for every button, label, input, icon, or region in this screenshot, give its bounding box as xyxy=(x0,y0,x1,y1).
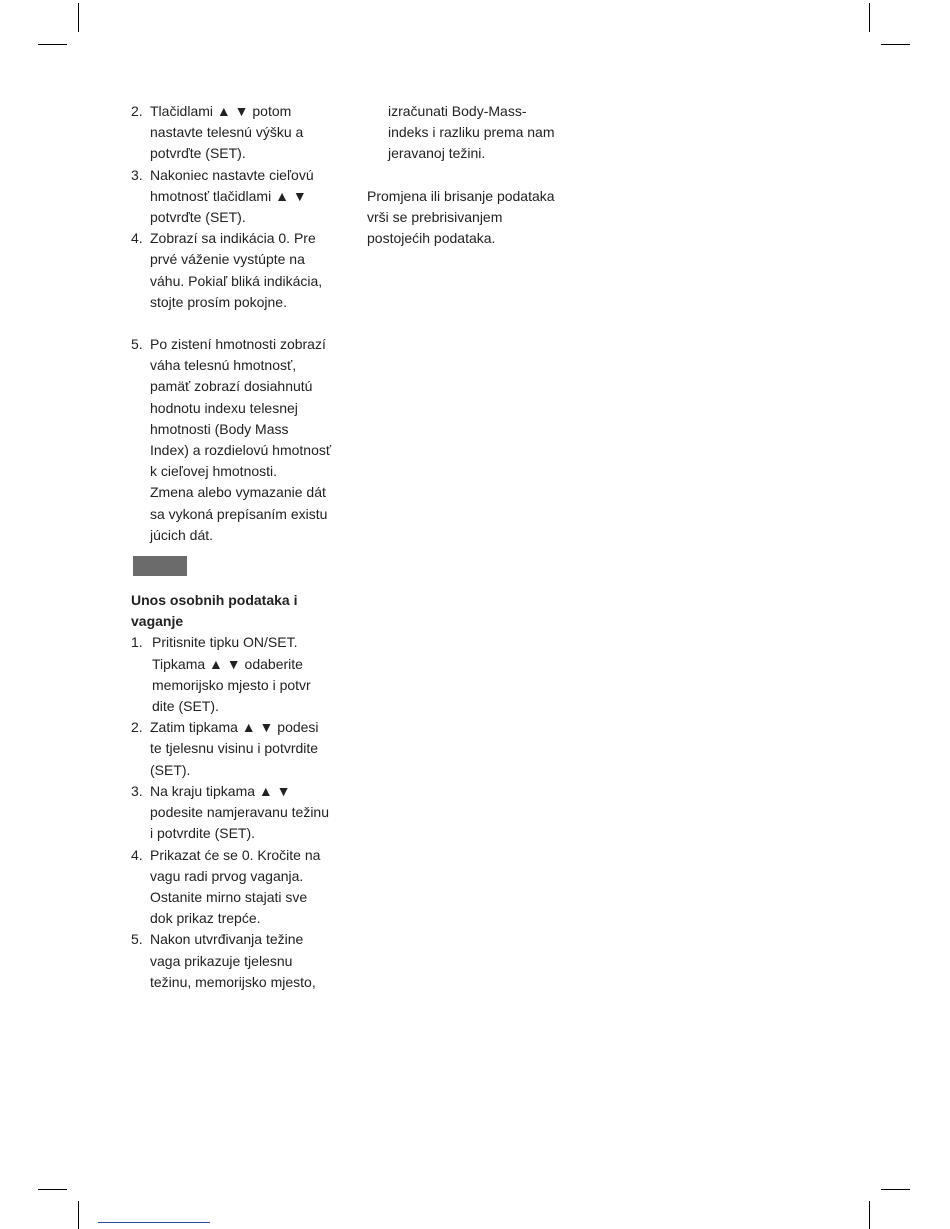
step-text: Na kraju tipkama ▲ ▼ podesite namjeravanu težinu i potvrdite (SET). xyxy=(150,782,330,842)
data-change-note: Promjena ili brisanje podataka vrši se prebrisivanjem postojećih podataka. xyxy=(367,187,555,247)
hr-step-4 xyxy=(131,845,346,930)
hr-step-3 xyxy=(131,781,346,845)
step-number: 3. xyxy=(131,166,143,183)
step-number: 2. xyxy=(131,719,143,736)
step-continuation: izračunati Body-Mass- indeks i razliku prema nam jeravanoj težini. xyxy=(388,103,555,162)
step-text: Nakon utvrđivanja težine vaga prikazuje tjelesnu težinu, memorijsko mjesto, xyxy=(150,931,316,990)
section-heading: Unos osobnih podataka i vaganje xyxy=(131,592,298,630)
crop-mark-bottom-right-horizontal xyxy=(881,1189,910,1190)
hr-step-5 xyxy=(131,929,346,993)
right-column xyxy=(367,101,582,249)
step-number: 5. xyxy=(131,336,143,353)
crop-mark-bottom-left-horizontal xyxy=(38,1189,67,1190)
crop-mark-bottom-right-vertical xyxy=(869,1201,870,1229)
sk-step-3 xyxy=(131,165,346,229)
step-text: Zatim tipkama ▲ ▼ podesi te tjelesnu visinu i potvrdite (SET). xyxy=(150,719,319,778)
step-text: Po zistení hmotnosti zobrazí váha telesnú hmotnosť, pamäť zobrazí dosiahnutú hodnotu indexu telesnej hmotnosti (Body Mass Index) a rozdielovú hmotnosť k cieľovej hmotnosti. Zmena alebo vymazanie dát sa vykoná prepísaním existu júcich dát. xyxy=(150,336,332,543)
bottom-rule xyxy=(98,1222,210,1223)
step-number: 5. xyxy=(131,931,143,948)
step-number: 4. xyxy=(131,846,143,863)
step-text: Tlačidlami ▲ ▼ potom nastavte telesnú výšku a potvrďte (SET). xyxy=(150,103,304,162)
step-number: 3. xyxy=(131,782,143,799)
sk-step-2 xyxy=(131,101,346,165)
crop-mark-bottom-left-vertical xyxy=(78,1201,79,1229)
step-number: 1. xyxy=(131,634,143,651)
spacer xyxy=(367,165,582,186)
spacer xyxy=(131,313,346,334)
step-text: Prikazat će se 0. Kročite na vagu radi prvog vaganja. Ostanite mirno stajati sve dok prikaz trepće. xyxy=(150,846,321,927)
sk-step-5 xyxy=(131,334,346,546)
step-number: 2. xyxy=(131,103,143,119)
hr-step-2 xyxy=(131,717,346,781)
left-column xyxy=(131,101,346,993)
step-text: Nakoniec nastavte cieľovú hmotnosť tlačidlami ▲ ▼ potvrďte (SET). xyxy=(150,166,314,226)
crop-mark-top-right-vertical xyxy=(869,3,870,32)
hr-step-1 xyxy=(131,632,346,717)
crop-mark-top-left-horizontal xyxy=(38,44,67,45)
language-marker-box xyxy=(133,556,187,576)
step-number: 4. xyxy=(131,230,143,247)
sk-step-4 xyxy=(131,228,346,313)
step-text: Zobrazí sa indikácia 0. Pre prvé váženie vystúpte na váhu. Pokiaľ bliká indikácia, stojte prosím pokojne. xyxy=(150,230,323,310)
crop-mark-top-right-horizontal xyxy=(881,44,910,45)
crop-mark-top-left-vertical xyxy=(78,3,79,32)
step-text: Pritisnite tipku ON/SET. Tipkama ▲ ▼ odaberite memorijsko mjesto i potvr dite (SET). xyxy=(152,634,311,715)
